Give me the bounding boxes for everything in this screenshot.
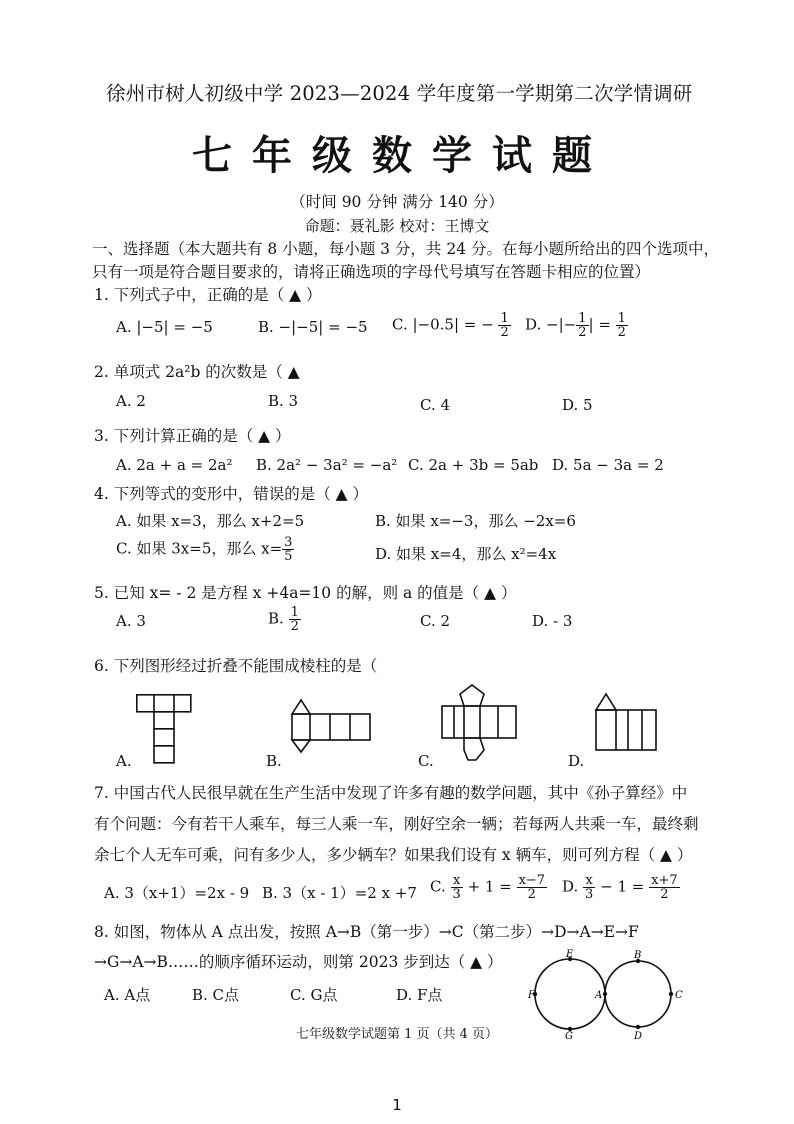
section1-instructions xyxy=(92,238,719,284)
q2-option-c: C. 4 xyxy=(420,396,451,414)
q7-d-frac2 xyxy=(649,874,680,901)
q5-option-b xyxy=(268,606,301,633)
q3-option-b: B. 2a² − 3a² = −a² xyxy=(256,456,398,474)
q1-d-inner-num: 1 xyxy=(578,311,587,326)
q4-option-c xyxy=(116,536,294,563)
net-c-figure xyxy=(440,682,518,762)
q7-c-mid: + 1 = xyxy=(467,877,512,896)
q8-option-c: C. G点 xyxy=(290,986,338,1004)
q4-c-text: C. 如果 3x=5，那么 x= xyxy=(116,539,283,558)
q8-line2: →G→A→B……的顺序循环运动，则第 2023 步到达（ ▲ ） xyxy=(94,953,503,971)
point-a xyxy=(603,992,607,996)
q7-c-frac2 xyxy=(517,874,548,901)
q1-d-inner-den: 2 xyxy=(578,325,587,340)
right-circle xyxy=(605,961,671,1027)
q7-d-label: D. xyxy=(562,877,579,896)
q8-option-a: A. A点 xyxy=(104,986,151,1004)
q6-option-b: B. xyxy=(266,752,282,770)
q7-c-frac1 xyxy=(451,874,463,901)
q6-option-d: D. xyxy=(568,752,585,770)
q7-c-n1: x xyxy=(452,873,461,888)
q7-option-c xyxy=(430,874,547,901)
q3-option-c: C. 2a + 3b = 5ab xyxy=(408,456,539,474)
q7-d-d1: 3 xyxy=(585,887,594,902)
q7-line3: 余七个人无车可乘，问有多少人，多少辆车？如果我们设有 x 辆车，则可列方程（ ▲ ） xyxy=(94,846,693,864)
exam-title: 七年级数学试题 xyxy=(192,132,612,179)
q5-b-num: 1 xyxy=(290,605,299,620)
q4-option-a: A. 如果 x=3，那么 x+2=5 xyxy=(116,512,305,530)
q8-option-d: D. F点 xyxy=(396,986,443,1004)
q1-option-a: A. |−5| = −5 xyxy=(116,318,213,336)
q6-option-c: C. xyxy=(418,752,434,770)
q5-stem: 5. 已知 x= - 2 是方程 x +4a=10 的解，则 a 的值是（ ▲ ） xyxy=(94,584,517,602)
q4-c-fraction xyxy=(282,536,294,563)
q1-c-text: C. |−0.5| = − xyxy=(392,315,494,334)
q5-option-a: A. 3 xyxy=(116,612,146,630)
exam-time: （时间 90 分钟 满分 140 分） xyxy=(290,193,504,211)
q7-line2: 有个问题：今有若干人乘车，每三人乘一车，刚好空余一辆；若每两人共乘一车，最终剩 xyxy=(94,815,699,833)
q2-option-d: D. 5 xyxy=(562,396,593,414)
label-d: D xyxy=(634,1031,643,1040)
q4-option-b: B. 如果 x=−3，那么 −2x=6 xyxy=(375,512,576,530)
q4-c-num: 3 xyxy=(284,535,293,550)
q1-d-den: 2 xyxy=(617,325,626,340)
q3-stem: 3. 下列计算正确的是（ ▲ ） xyxy=(94,427,291,445)
section1-line2: 只有一项是符合题目要求的，请将正确选项的字母代号填写在答题卡相应的位置） xyxy=(92,263,651,281)
q1-c-fraction xyxy=(498,312,510,339)
q1-d-pre: D. −|− xyxy=(525,315,577,334)
q7-line1: 7. 中国古代人民很早就在生产生活中发现了许多有趣的数学问题，其中《孙子算经》中 xyxy=(94,784,688,802)
q1-c-den: 2 xyxy=(500,325,509,340)
label-a: A xyxy=(595,990,603,1001)
net-d-figure xyxy=(594,690,658,754)
q1-d-post: | = xyxy=(588,315,611,334)
q1-d-fraction xyxy=(616,312,628,339)
q4-c-den: 5 xyxy=(284,549,293,564)
q8-line1: 8. 如图，物体从 A 点出发，按照 A→B（第一步）→C（第二步）→D→A→E→F xyxy=(94,923,639,941)
q4-option-d: D. 如果 x=4，那么 x²=4x xyxy=(375,545,557,563)
q2-option-b: B. 3 xyxy=(268,392,299,410)
q8-option-b: B. C点 xyxy=(192,986,240,1004)
q1-d-inner-fraction xyxy=(576,312,588,339)
q1-option-c xyxy=(392,312,511,339)
q2-option-a: A. 2 xyxy=(116,392,146,410)
q7-d-d2: 2 xyxy=(649,887,680,901)
exam-authors: 命题：聂礼影 校对：王博文 xyxy=(304,217,490,235)
q7-d-frac1 xyxy=(583,874,595,901)
q5-b-fraction xyxy=(289,606,301,633)
q7-option-b: B. 3（x - 1）=2 x +7 xyxy=(262,884,417,902)
q1-option-d xyxy=(525,312,628,339)
q1-stem: 1. 下列式子中，正确的是（ ▲ ） xyxy=(94,286,322,304)
q5-b-den: 2 xyxy=(290,619,299,634)
q7-d-n1: x xyxy=(585,873,593,888)
q4-stem: 4. 下列等式的变形中，错误的是（ ▲ ） xyxy=(94,485,368,503)
section1-line1: 一、选择题（本大题共有 8 小题，每小题 3 分，共 24 分。在每小题所给出的四个选项中， xyxy=(92,240,720,258)
q7-c-d1: 3 xyxy=(452,887,461,902)
q3-option-a: A. 2a + a = 2a² xyxy=(116,456,233,474)
label-c: C xyxy=(675,990,683,1001)
q7-c-d2: 2 xyxy=(517,887,548,901)
q1-c-num: 1 xyxy=(500,311,509,326)
q1-option-b: B. −|−5| = −5 xyxy=(258,318,368,336)
q7-d-n2: x+7 xyxy=(651,873,678,888)
q7-option-a: A. 3（x+1）=2x - 9 xyxy=(104,884,250,902)
label-e: E xyxy=(566,949,574,960)
q7-c-n2: x−7 xyxy=(518,873,546,888)
label-g: G xyxy=(565,1031,573,1040)
q7-option-d xyxy=(562,874,680,901)
q7-c-label: C. xyxy=(430,877,446,896)
net-b-figure xyxy=(290,696,372,754)
q7-d-mid: − 1 = xyxy=(600,877,645,896)
point-c xyxy=(669,992,673,996)
net-a-figure xyxy=(136,694,192,766)
q5-option-c: C. 2 xyxy=(420,612,451,630)
q2-stem: 2. 单项式 2a²b 的次数是（ ▲ xyxy=(94,363,300,381)
label-b: B xyxy=(634,950,642,961)
page-number: 1 xyxy=(392,1096,402,1114)
label-f: F xyxy=(528,990,535,1001)
q5-b-text: B. xyxy=(268,609,284,628)
q5-option-d: D. - 3 xyxy=(532,612,573,630)
q6-stem: 6. 下列图形经过折叠不能围成棱柱的是（ xyxy=(94,657,378,675)
q1-d-num: 1 xyxy=(617,311,626,326)
q7-stem xyxy=(94,778,699,871)
q3-option-d: D. 5a − 3a = 2 xyxy=(552,456,664,474)
page-footer: 七年级数学试题第 1 页（共 4 页） xyxy=(295,1027,499,1042)
q6-option-a: A. xyxy=(116,752,132,770)
school-header: 徐州市树人初级中学 2023—2024 学年度第一学期第二次学情调研 xyxy=(106,82,693,105)
